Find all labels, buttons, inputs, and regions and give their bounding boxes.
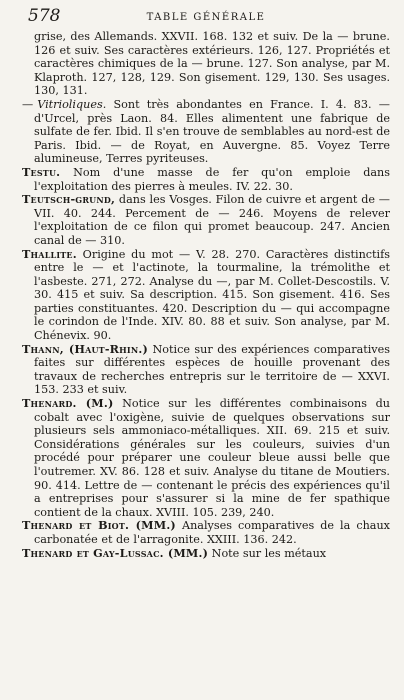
running-title: TABLE GÉNÉRALE — [146, 12, 266, 23]
index-subentry — [22, 98, 390, 166]
index-entry-continued — [22, 30, 390, 98]
index-entries — [22, 30, 390, 560]
index-entry — [22, 166, 390, 193]
entry-head: Testu. — [22, 164, 61, 179]
entry-text: Sont très abondantes en France. I. 4. 83. — d'Urcel, près Laon. 84. Elles alimentent une fabrique de sulfate de fer. Ibid. Il s'en trouve de semblables au nord-est de Paris. Ibid. — de Royat, en Auvergne. 85. Voyez Terre alumineuse, Terres pyriteuses. — [34, 97, 390, 166]
entry-text: Nom d'une masse de fer qu'on emploie dans l'exploitation des pierres à meules. IV. 22. 30. — [34, 165, 390, 193]
subentry-head: Vitrioliques. — [37, 97, 107, 111]
entry-text: Notice sur les différentes combinaisons du cobalt avec l'oxigène, suivie de quelques observations sur plusieurs sels ammoniaco-métalliques. XII. 69. 215 et suiv. Considérations générales sur les couleurs, suivies d'un procédé pour préparer une couleur bleue aussi belle que l'outremer. XV. 86. 128 et suiv. Analyse du titane de Moutiers. 90. 414. Lettre de — contenant le précis des expériences qu'il a entreprises pour s'assurer si la mine de fer spathique contient de la chaux. XVIII. 105. 239, 240. — [34, 397, 390, 519]
entry-text: Note sur les métaux — [211, 546, 327, 560]
entry-head: Thenard. (M.) — [22, 396, 114, 411]
entry-text: Notice sur des expériences comparatives faites sur différentes espèces de houille provenant des travaux de recherches entrepris sur le territoire de — XXVI. 153. 233 et suiv. — [34, 342, 390, 397]
index-entry — [22, 519, 390, 546]
entry-head: Thallite. — [22, 246, 77, 261]
entry-text: Analyses comparatives de la chaux carbonatée et de l'arragonite. XXIII. 136. 242. — [34, 519, 390, 546]
index-entry — [22, 397, 390, 519]
entry-head: Thenard et Biot. (MM.) — [22, 518, 176, 533]
entry-text: grise, des Allemands. XXVII. 168. 132 et suiv. De la — brune. 126 et suiv. Ses caractères extérieurs. 126, 127. Propriétés et caractères chimiques de la — brune. 127. Son analyse, par M. Klaproth. 127, 128, 129. Son gisement. 129, 130. Ses usages. 130, 131. — [34, 30, 390, 98]
page-number: 578 — [28, 6, 61, 26]
entry-head: Thann, (Haut-Rhin.) — [22, 341, 148, 356]
entry-head: Thenard et Gay-Lussac. (MM.) — [22, 545, 209, 560]
index-entry — [22, 248, 390, 343]
entry-head: Teutsch-grund, — [22, 192, 116, 207]
page-header — [22, 6, 390, 30]
index-entry — [22, 547, 390, 561]
index-entry — [22, 193, 390, 247]
index-entry — [22, 343, 390, 397]
subentry-dash: — — [22, 97, 34, 111]
entry-text: Origine du mot — V. 28. 270. Caractères distinctifs entre le — et l'actinote, la tourmaline, la trémolithe et l'asbeste. 271, 272. Analyse du —, par M. Collet-Descostils. V. 30. 415 et suiv. Sa description. 415. Son gisement. 416. Ses parties constituantes. 420. Description du — qui accompagne le corindon de l'Inde. XIV. 80. 88 et suiv. Son analyse, par M. Chénevix. 90. — [34, 247, 390, 343]
entry-text: dans les Vosges. Filon de cuivre et argent de — VII. 40. 244. Percement de — 246. Moyens de relever l'exploitation de ce filon qui promet beaucoup. 247. Ancien canal de — 310. — [34, 193, 390, 247]
